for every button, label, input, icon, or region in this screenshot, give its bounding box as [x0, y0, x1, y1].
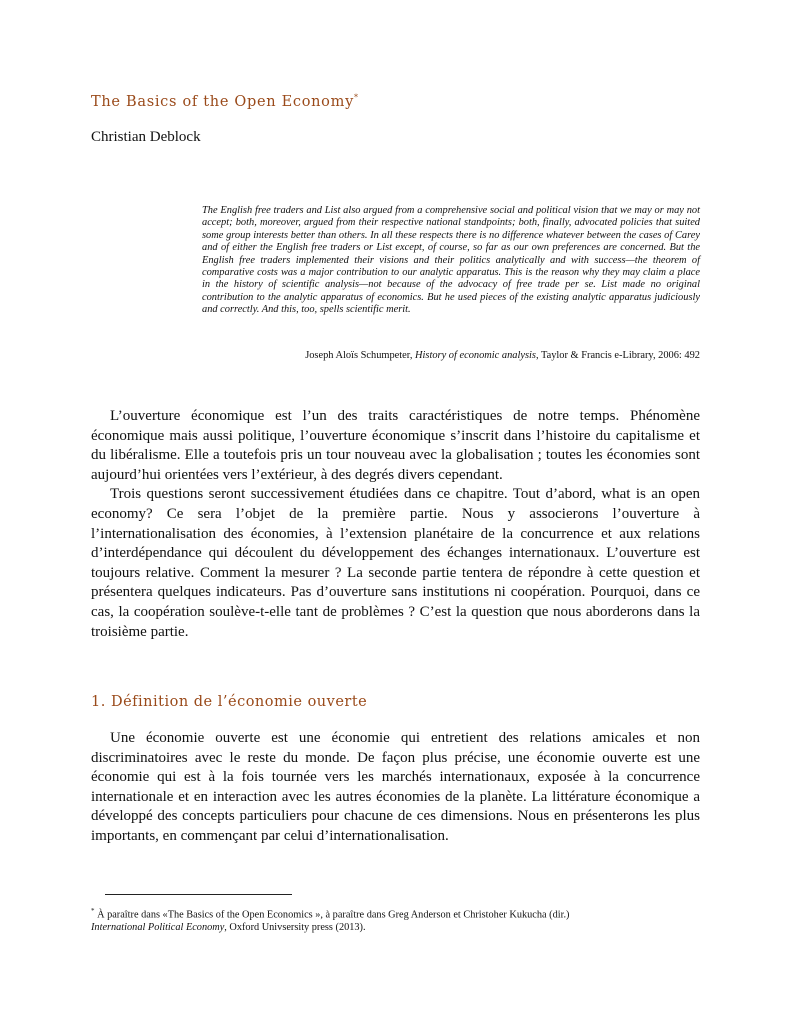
epigraph-source-author: Joseph Aloïs Schumpeter, [305, 350, 416, 361]
title-footnote-marker: * [353, 93, 359, 102]
epigraph-source [202, 350, 700, 361]
footnote-book-title: International Political Economy [91, 922, 225, 934]
footnote [91, 905, 700, 935]
intro-paragraph-2: Trois questions seront successivement étudiées dans ce chapitre. Tout d’abord, what is an open economy? Ce sera l’objet de la première partie. Nous y associerons l’ouverture à l’internationalisation des économies, à l’extension planétaire de la concurrence et aux relations d’interdépendance qui découlent du développement des échanges internationaux. L’ouverture est toujours relative. Comment la mesurer ? La seconde partie tentera de répondre à cette question et présentera quelques indicateurs. Pas d’ouverture sans institutions ni coopération. Pourquoi, dans ce cas, la coopération soulève-t-elle tant de problèmes ? C’est la question que nous aborderons dans la troisième partie. [91, 486, 700, 640]
epigraph-source-rest: , Taylor & Francis e-Library, 2006: 492 [535, 350, 700, 361]
document-title [91, 93, 359, 110]
footnote-publisher: , Oxford Univsersity press (2013). [224, 922, 366, 934]
footnote-divider [105, 894, 292, 895]
epigraph-quote: The English free traders and List also argued from a comprehensive social and political vision that we may or may not accept; both, moreover, argued from their respective national standpoints; both, finally, advocated policies that suited some group interests better than others. In all these respects there is no difference whatever between the cases of Carey and of either the English free traders or List except, of course, so far as our own preferences are concerned. But the English free traders implemented their visions and their politics analytically and with success—the theorem of comparative costs was a major contribution to our analytic apparatus. This is the reason why they may claim a place in the history of scientific analysis—not because of the advocacy of free trade per se. List made no original contribution to the analytic apparatus of economics. But he used pieces of the existing analytic apparatus judiciously and correctly. And this, too, spells scientific merit. [202, 205, 700, 316]
epigraph-source-title: History of economic analysis [415, 350, 536, 361]
footnote-marker: * [91, 907, 95, 915]
section-1-body [91, 729, 700, 847]
author-name: Christian Deblock [91, 129, 201, 145]
footnote-text: À paraître dans «The Basics of the Open Economics », à paraître dans Greg Anderson et Christoher Kukucha (dir.) [94, 909, 570, 921]
section-heading: 1. Définition de l’économie ouverte [91, 694, 368, 710]
introduction [91, 407, 700, 642]
title-text: The Basics of the Open Economy [91, 93, 354, 110]
section-1-paragraph: Une économie ouverte est une économie qui entretient des relations amicales et non discriminatoires avec le reste du monde. De façon plus précise, une économie ouverte est une économie qui est à la fois tournée vers les marchés internationaux, exposée à la concurrence internationale et en interaction avec les autres économies de la planète. La littérature économique a développé des concepts particuliers pour chacune de ces dimensions. Nous en présenterons les plus importants, en commençant par celui d’internationalisation. [91, 730, 700, 844]
intro-paragraph-1: L’ouverture économique est l’un des traits caractéristiques de notre temps. Phénomène économique mais aussi politique, l’ouverture économique s’inscrit dans l’histoire du capitalisme et du libéralisme. Elle a toutefois pris un tour nouveau avec la globalisation ; toutes les économies sont aujourd’hui orientées vers l’extérieur, à des degrés divers cependant. [91, 408, 700, 483]
